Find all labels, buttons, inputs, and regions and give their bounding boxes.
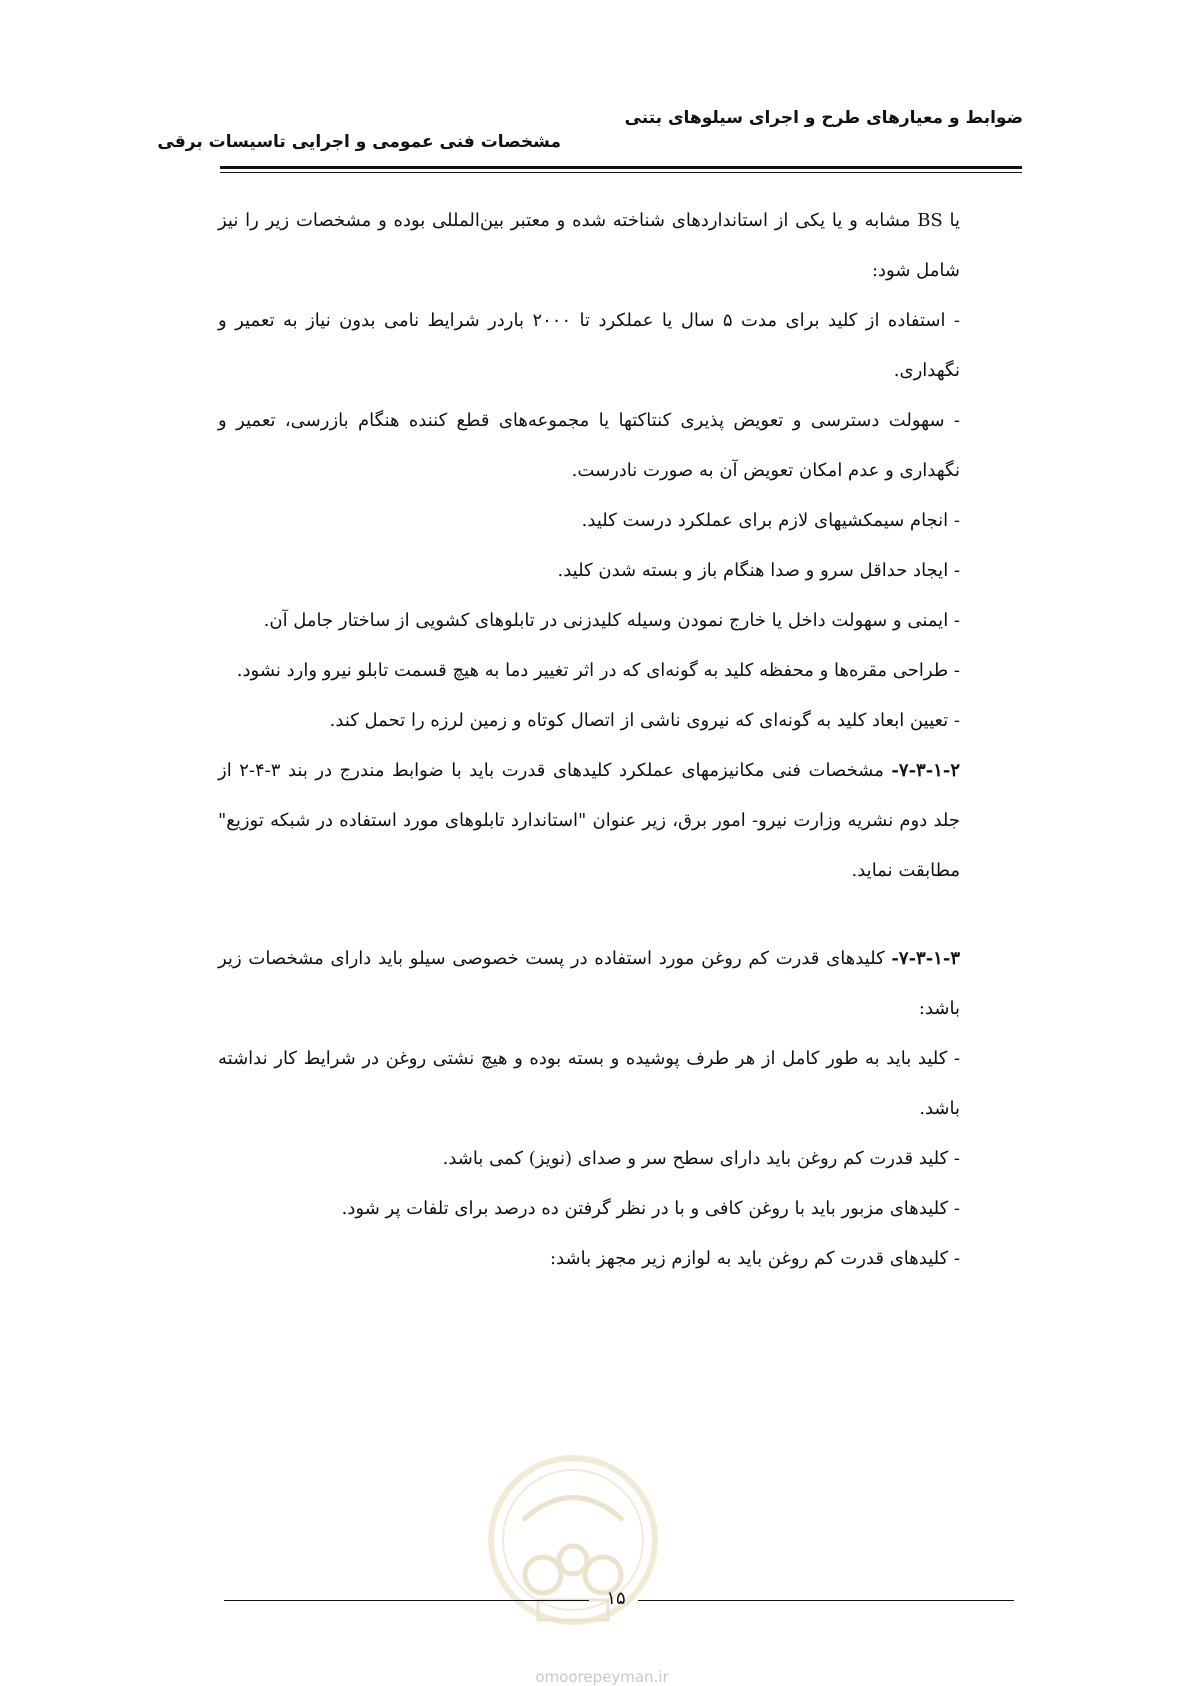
bullet-item: - کلیدهای مزبور باید با روغن کافی و با در نظر گرفتن ده درصد برای تلفات پر شود. <box>341 1198 960 1219</box>
bullet-item: - کلید قدرت کم روغن باید دارای سطح سر و صدای (نویز) کمی باشد. <box>442 1148 960 1169</box>
section-7-3-1-3 <box>218 934 960 1034</box>
section-number: ۷-۳-۱-۳- <box>891 948 960 969</box>
section-text: مشخصات فنی مکانیزمهای عملکرد کلیدهای قدرت باید با ضوابط مندرج در بند ۳-۴-۲ از جلد دوم نشریه وزارت نیرو- امور برق، زیر عنوان "استاندارد تابلوهای مورد استفاده در شبکه توزیع" مطابقت نماید. <box>218 760 960 881</box>
section-7-3-1-2 <box>218 746 960 896</box>
bullet-item: - کلید باید به طور کامل از هر طرف پوشیده و بسته بوده و هیچ نشتی روغن در شرایط کار نداشته باشد. <box>218 1048 961 1119</box>
bullet-item: - ایجاد حداقل سرو و صدا هنگام باز و بسته شدن کلید. <box>557 560 960 581</box>
bullet-item: - ایمنی و سهولت داخل یا خارج نمودن وسیله کلیدزنی در تابلوهای کشویی از ساختار جامل آن. <box>263 610 960 631</box>
bullet-item: - استفاده از کلید برای مدت ۵ سال یا عملکرد تا ۲۰۰۰ باردر شرایط نامی بدون نیاز به تعمیر و نگهداری. <box>218 310 961 381</box>
footer-rule-left <box>224 1600 589 1601</box>
header-rule-thick <box>220 166 1022 169</box>
bullet-item: - انجام سیمکشیهای لازم برای عملکرد درست کلید. <box>581 510 960 531</box>
watermark-url: omoorepeyman.ir <box>535 1668 669 1686</box>
page-number: ۱۵ <box>606 1588 626 1609</box>
bullet-item: - طراحی مقره‌ها و محفظه کلید به گونه‌ای که در اثر تغییر دما به هیچ قسمت تابلو نیرو وارد نشود. <box>236 660 960 681</box>
header-title-sub: مشخصات فنی عمومی و اجرایی تاسیسات برقی <box>157 132 561 152</box>
section-text: کلیدهای قدرت کم روغن مورد استفاده در پست خصوصی سیلو باید دارای مشخصات زیر باشد: <box>218 948 960 1019</box>
header-title-main: ضوابط و معیارهای طرح و اجرای سیلوهای بتنی <box>624 108 1023 128</box>
footer-rule-right <box>638 1600 1014 1601</box>
header-rule-thin <box>220 172 1022 173</box>
watermark-seal-logo <box>483 1425 663 1655</box>
bullet-item: - سهولت دسترسی و تعویض پذیری کنتاکتها یا مجموعه‌های قطع کننده هنگام بازرسی، تعمیر و نگهداری و عدم امکان تعویض آن به صورت نادرست. <box>218 410 960 481</box>
section-number: ۷-۳-۱-۲- <box>891 760 960 781</box>
section-spacer <box>218 896 960 934</box>
body-text <box>218 196 960 1284</box>
bullet-item: - تعیین ابعاد کلید به گونه‌ای که نیروی ناشی از اتصال کوتاه و زمین لرزه را تحمل کند. <box>329 710 960 731</box>
bullet-item: - کلیدهای قدرت کم روغن باید به لوازم زیر مجهز باشد: <box>550 1248 960 1269</box>
paragraph: یا BS مشابه و یا یکی از استانداردهای شناخته شده و معتبر بین‌المللی بوده و مشخصات زیر را نیز شامل شود: <box>218 210 960 281</box>
